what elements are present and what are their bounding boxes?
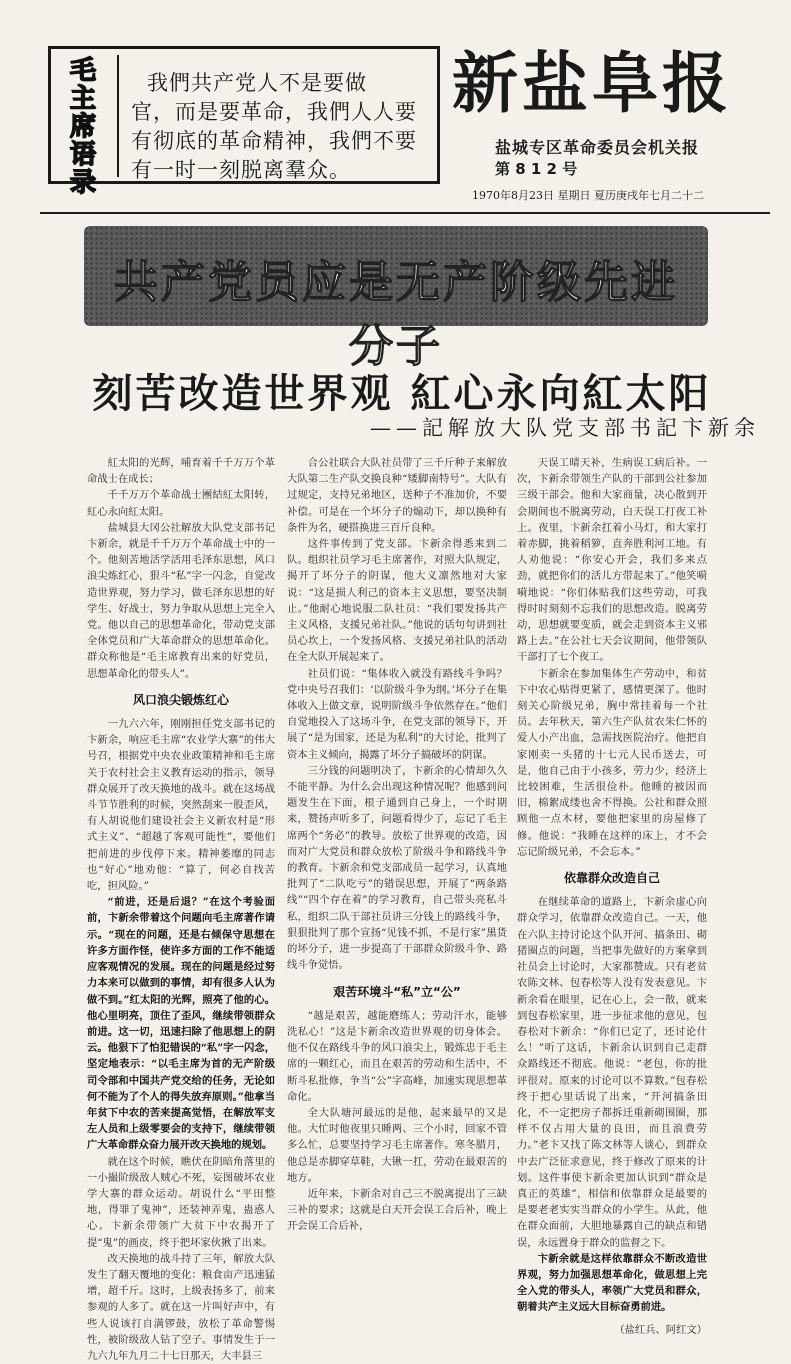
quotation-label (57, 56, 109, 198)
paragraph: 天误工晴天补，生病误工病后补。一次，卞新余带领生产队的干部到公社参加三级干部会。他和大家商量，决心散到开会期间也不脱离劳动，白天误工打夜工补上。夜里，卞新余扛着小马灯，和大家打着赤脚，挑着稻箩，直奔胜利河工地。有人劝他说：“你安心开会，我们多来点劲，就把你们的活儿方带起来了。”他笑嗬嗬地说：“你们体贴我们这些劳动，可我得时时刻刻不忘我们的思想改造。脱离劳动，思想就要变质，就会走到资本主义邪路上去。”在公社七天会议期间，他带领队干部打了七个夜工。 (517, 457, 707, 664)
quotation-line: 我們共产党人不是要做 (147, 71, 367, 95)
paragraph: 三分钱的问题明决了，卞新余的心情却久久不能平静。为什么会出现这种情况呢？他感到问题发生在下面，根子通到自己身上，一个时期来，赞扬声听多了，问题看得少了，忘记了毛主席两个“务必”的教导。放松了世界观的改造，因而对广大党员和群众放松了阶级斗争和路线斗争的教育。卞新余和党支部成员一起学习，认真地批判了“二队吃亏”的错误思想，开展了“两条路线”“四个存在着”的学习教育，自己带头亮私斗私，组织二队干部社员讲三分钱上的路线斗争，狠狠批判了那个宣扬“见钱不抓，不是行家”黑货的坏分子，进一步提高了干部群众阶级斗争、路线斗争觉悟。 (287, 764, 507, 972)
paragraph: 就在这个时候，瞧伏在阴暗角落里的一小撮阶级敌人贼心不死，妄图破坏农业学大寨的群众运动。胡说什么“平田整地，得罪了鬼神”，还装神弄鬼，蛊惑人心。卞新余带领广大贫下中农揭开了提“鬼”的画皮，终于把坏家伙揪了出来。 (87, 1155, 275, 1249)
section-heading: 风口浪尖锻炼红心 (132, 692, 229, 707)
quotation-text (131, 69, 431, 185)
paragraph: 卞新余在参加集体生产劳动中，和贫下中农心贴得更紧了，感情更深了。他时刻关心阶级兄弟，胸中常挂着每一个社员。去年秋天，第六生产队贫农朱仁怀的爱人小产出血，急需找医院治疗。他把自家刚卖一头猪的十七元人民币送去，可是，他自己由于小孩多，劳力少，经济上比较困难，生活很俭朴。他睡的被因而旧，棉絮成缕也舍不得换。公社和群众照顾他一点木材，要他把家里的房屋修了修。他说：“我睡在这样的床上，才不会忘记阶级兄弟，不会忘本。” (517, 667, 707, 858)
section-heading: 依靠群众改造自己 (563, 871, 660, 886)
paragraph: 千千万万个革命战士團結紅太阳转，紅心永向紅太阳。 (87, 489, 275, 518)
paragraph: 社员们说：“集体收入就没有路线斗争吗？党中央号召我们：‘以阶级斗争为纲。’坏分子在集体收入上做文章，说明阶级斗争依然存在。”他们自觉地投入了这场斗争，在党支部的领导下，开展了“是为国家，还是为私利”的大讨论，批判了资本主义倾向，揭露了坏分子搞破坏的阴谋。 (287, 667, 507, 761)
section-heading: 艰苦环境斗“私”立“公” (333, 984, 461, 999)
paragraph: 全大队塘河最远的是他，起来最早的又是他。大忙时他夜里只睡两、三个小时，回家不管多么忙，总要坚持学习毛主席著作。寒冬腊月，他总是赤脚穿草鞋，大锹一扛，劳动在最艰苦的地方。 (287, 1106, 507, 1184)
quotation-line: 官，而是要革命，我們人人要 (131, 100, 417, 124)
article-byline: （盐红兵、阿红文） (614, 1323, 707, 1336)
masthead-rule (40, 212, 770, 214)
paragraph: 这件事传到了党支部。卞新余得悉来到二队。组织社员学习毛主席著作，对照大队规定，揭开了坏分子的阴谋，他大义凛然地对大家说：“这是损人利己的资本主义思想，要坚决制止。”他耐心地说服二队社员：“我们要发扬共产主义风格，支援兄弟社队。”他说的话句句讲到社员心坎上，一个发扬风格、支援兄弟社队的活动在全大队开展起来了。 (287, 538, 507, 664)
paragraph: 盐城县大冈公社解放大队党支部书记卞新余，就是千千万万个革命战士中的一个。他刻苦地活学活用毛泽东思想，风口浪尖炼红心，狠斗“私”字一闪念，自觉改造世界观，努力学习，做毛泽东思想的好学生、好战士，努力争取从思想上完全入党。他以自己的思想革命化，带动党支部全体党员和广大革命群众的思想革命化。群众称他是“毛主席教育出来的好党员，思想革命化的带头人”。 (87, 521, 275, 680)
issue-date: 1970年8月23日 星期日 夏历庚戌年七月二十二 (472, 189, 704, 202)
paragraph: “越是艰苦，越能磨练人；劳动汗水，能够洗私心！”这是卞新余改造世界观的切身体会。他不仅在路线斗争的风口浪尖上，锻炼忠于毛主席的一颗红心，而且在艰苦的劳动和生活中，不断斗私批修，争当“公”字高峰，加速实现思想革命化。 (287, 1009, 507, 1103)
paragraph: “前进，还是后退？”在这个考验面前，卞新余带着这个问题向毛主席著作请示。“现在的问题，还是右倾保守思想在许多方面作怪，使许多方面的工作不能适应客观情况的发展。现在的问题是经过努力本来可以做到的事情，却有很多人认为做不到。”红太阳的光辉，照亮了他的心。他心里明亮，顶住了歪风，继续带领群众前进。这一切，迅速扫除了他思想上的阴云。他狠下了怕犯错误的“私”字一闪念，坚定地表示：“以毛主席为首的无产阶级司令部和中国共产党交给的任务，无论如何不能为了个人的得失放弃原则。”他拿当年贫下中农的苦来提高觉悟，在解放军支左人员和上级零要会的支持下，继续带领广大革命群众奋力展开改天换地的规划。 (87, 896, 275, 1152)
quotation-label-char: 语 (69, 140, 96, 170)
article-column-2 (287, 455, 507, 1233)
quotation-line: 有彻底的革命精神，我們不要 (131, 129, 417, 153)
quotation-label-char: 席 (69, 112, 96, 142)
quotation-label-char: 主 (69, 84, 96, 114)
article-subheadline: ——記解放大队党支部书記卞新余 (370, 416, 760, 440)
newspaper-title: 新盐阜报 (452, 45, 732, 122)
paragraph: 改天换地的战斗持了三年，解放大队发生了翻天覆地的变化：粮食亩产迅速猛增，超千斤。这时，上级表扬多了，前来参观的人多了。就在这一片叫好声中，有些人说该打自满锣鼓，放松了革命警惕性，被阶级敌人钻了空子。事情发生于一九六九年九月二十七日那天，大丰县三 (87, 1252, 275, 1362)
quotation-divider (117, 55, 119, 177)
quotation-label-char: 录 (69, 168, 96, 198)
article-column-1 (87, 455, 275, 1362)
paragraph: 在继续革命的道路上，卞新余虚心向群众学习，依靠群众改造自己。一天，他在六队主持讨论这个队开河、搞条田、砌猪圈点的问题，当把事先做好的方案拿到社员会上讨论时，大家都赞成。只有老贫农陈文林、包春松等人没有发表意见。卞新余看在眼里，记在心上，会一散，就来到包春松家里，进一步征求他的意见，包春松对卞新余：“你们已定了，还讨论什么！”听了这话，卞新余认识到自己走群众路线还不彻底。他说：“老包，你的批评很对。原来的讨论可以不算数。”包春松终于把心里话说了出来，“开河搞条田化，不一定把房子都拆迁重新砌围圈，那样不仅占用大量的良田，而且浪费劳力。”老卞又找了陈文林等人谈心，到群众中去广泛征求意见，终于修改了原来的计划。这件事使卞新余更加认识到“群众是真正的英雄”，相信和依靠群众是最要的是要老老实实当群众的小学生。从此，他在群众面前，大胆地暴露自己的缺点和错误，永远置身于群众的监督之下。 (517, 896, 707, 1249)
paragraph: 一九六六年，刚刚担任党支部书记的卞新余，响应毛主席“农业学大寨”的伟大号召，根据党中央农业政策精神和毛主席关于农村社会主义教育运动的指示，领导群众展开了改天换地的战斗。就在这场战斗节节胜利的时候，突然刮来一股歪风，有人胡说他们建设社会主义新农村是“形式主义”、“超越了客观可能性”，要他们把前进的步伐停下来。精神萎靡的同志也“好心”地劝他：“算了，何必自找苦吃，担风险。” (87, 718, 275, 893)
article-column-3 (517, 455, 707, 1336)
quotation-box (48, 46, 440, 198)
article-headline: 刻苦改造世界观 紅心永向紅太阳 (92, 371, 712, 417)
quotation-line: 有一时一刻脱离羣众。 (131, 158, 351, 182)
issue-number: 第 8 1 2 号 (495, 160, 578, 178)
banner-slogan: 共产党员应是无产阶级先进分子 (114, 257, 678, 372)
paragraph: 合公社联合大队社员带了三千斤种子来解放大队第二生产队交换良种“矮脚南特号”。大队有过规定，支持兄弟地区，送种子不准加价，不要补偿。可是在一个坏分子的煽动下，却以换种有条件为名，硬搭换进三百斤良种。 (287, 457, 507, 534)
newspaper-subtitle: 盐城专区革命委员会机关报 (495, 138, 700, 157)
paragraph: 卞新余就是这样依靠群众不断改造世界观，努力加强思想革命化，做思想上完全入党的带头人，率领广大党员和群众，朝着共产主义远大目标奋勇前进。 (517, 1252, 707, 1314)
quotation-label-char: 毛 (69, 56, 96, 86)
paragraph: 紅太阳的光辉，哺育着千千万万个革命战士在成长； (87, 457, 275, 486)
paragraph: 近年来，卞新余对自己三不脱离提出了三缺三补的要求；这就是白天开会误工合后补，晚上开会误工合后补， (287, 1187, 507, 1233)
